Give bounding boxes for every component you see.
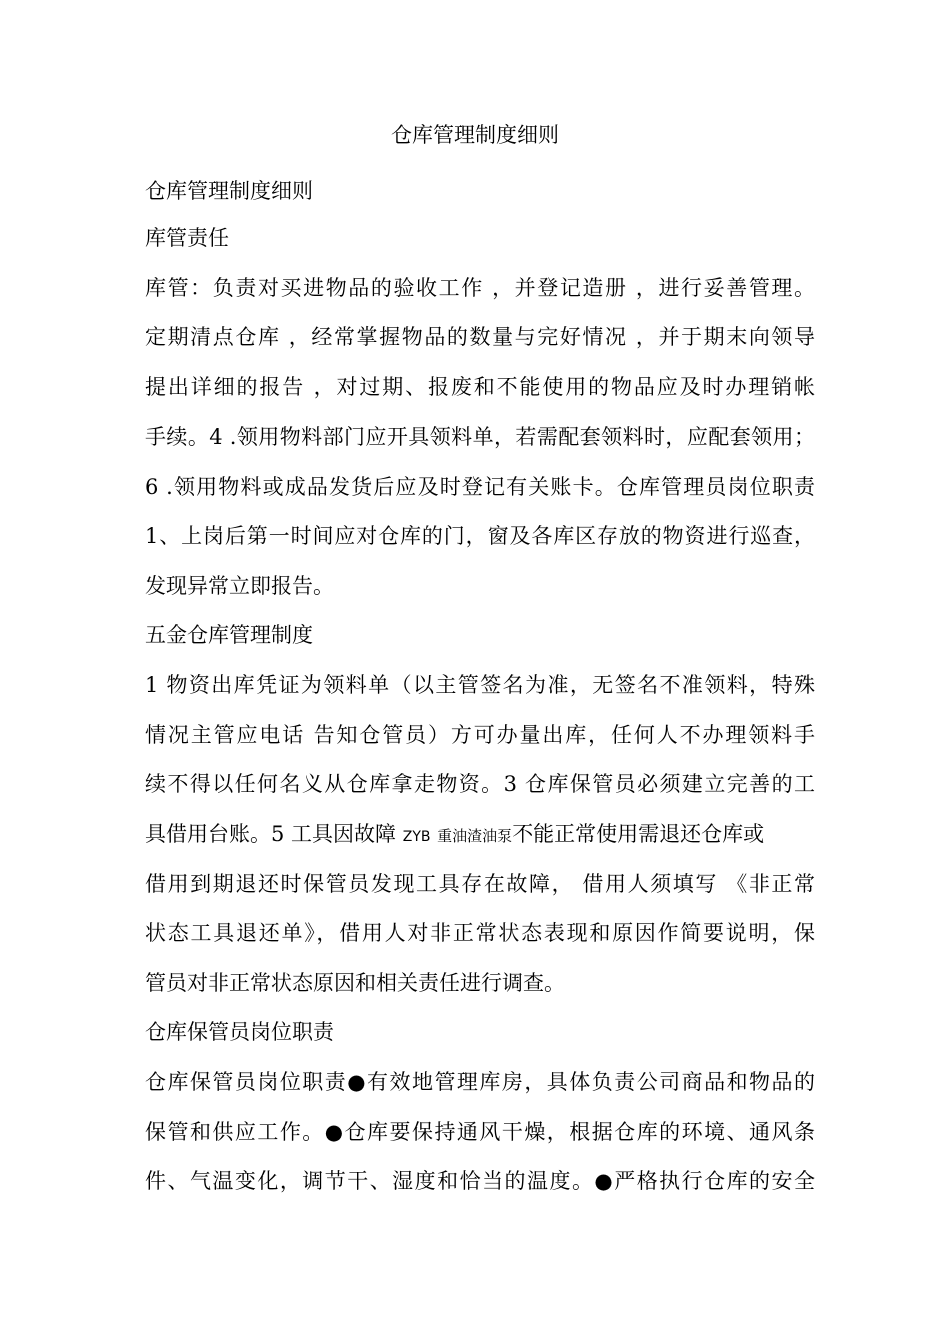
paragraph-line: 保管和供应工作。●仓库要保持通风干燥，根据仓库的环境、通风条 bbox=[145, 1120, 815, 1144]
paragraph-line: 提出详细的报告 ，对过期、报废和不能使用的物品应及时办理销帐 bbox=[145, 375, 815, 399]
paragraph-line-mixed bbox=[145, 819, 815, 852]
paragraph-line: 1、上岗后第一时间应对仓库的门，窗及各库区存放的物资进行巡查， bbox=[145, 524, 815, 548]
paragraph-line: 续不得以任何名义从仓库拿走物资。3 仓库保管员必须建立完善的工 bbox=[145, 772, 815, 796]
inline-product-name: 重油渣油泵 bbox=[437, 827, 513, 845]
section-heading: 库管责任 bbox=[145, 226, 229, 250]
paragraph-line: 定期清点仓库 ，经常掌握物品的数量与完好情况 ，并于期末向领导 bbox=[145, 325, 815, 349]
paragraph-line: 发现异常立即报告。 bbox=[145, 574, 334, 598]
paragraph-line: 手续。4 .领用物料部门应开具领料单，若需配套领料时，应配套领用； bbox=[145, 425, 815, 449]
line-text-end: 不能正常使用需退还仓库或 bbox=[512, 822, 765, 846]
paragraph-line: 1 物资出库凭证为领料单（以主管签名为准，无签名不准领料，特殊 bbox=[145, 673, 815, 697]
paragraph-line: 情况主管应电话 告知仓管员）方可办量出库，任何人不办理领料手 bbox=[145, 723, 815, 747]
section-heading: 五金仓库管理制度 bbox=[145, 623, 313, 647]
section-heading: 仓库保管员岗位职责 bbox=[145, 1020, 334, 1044]
paragraph-line: 借用到期退还时保管员发现工具存在故障， 借用人须填写 《非正常 bbox=[145, 872, 815, 896]
inline-model-code: ZYB bbox=[402, 829, 431, 845]
line-text-start: 具借用台账。5 工具因故障 bbox=[145, 822, 397, 846]
section-heading: 仓库管理制度细则 bbox=[145, 179, 313, 203]
paragraph-line: 管员对非正常状态原因和相关责任进行调查。 bbox=[145, 971, 565, 995]
paragraph-line: 库管：负责对买进物品的验收工作 ，并登记造册 ，进行妥善管理。 bbox=[145, 276, 815, 300]
paragraph-line: 状态工具退还单》，借用人对非正常状态表现和原因作简要说明，保 bbox=[145, 921, 815, 945]
document-title: 仓库管理制度细则 bbox=[391, 123, 559, 147]
paragraph-line: 件、气温变化，调节干、湿度和恰当的温度。●严格执行仓库的安全 bbox=[145, 1169, 815, 1193]
paragraph-line: 6 .领用物料或成品发货后应及时登记有关账卡。仓库管理员岗位职责 bbox=[145, 475, 815, 499]
paragraph-line: 仓库保管员岗位职责●有效地管理库房，具体负责公司商品和物品的 bbox=[145, 1070, 815, 1094]
